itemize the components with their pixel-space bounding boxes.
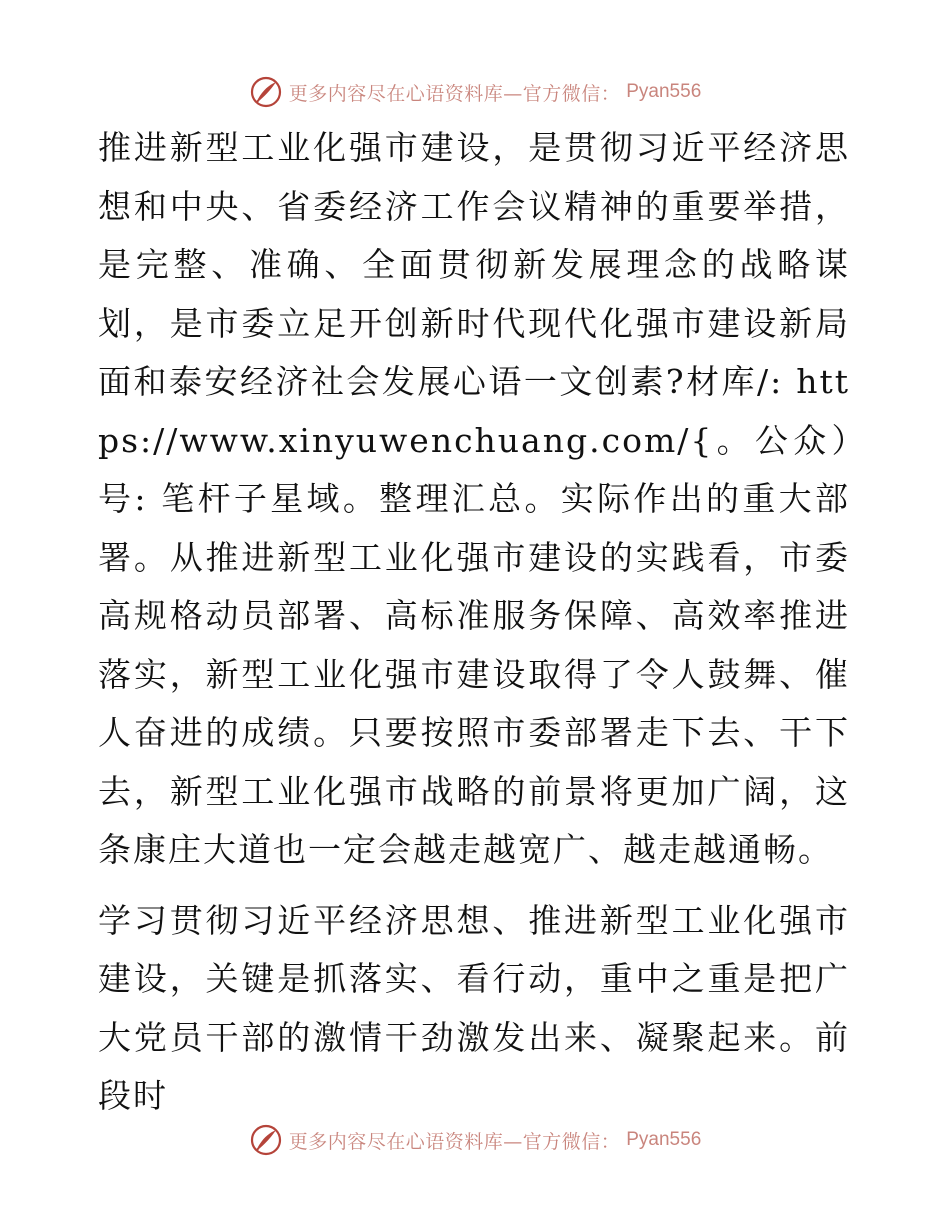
paragraph-2: 学习贯彻习近平经济思想、推进新型工业化强市建设，关键是抓落实、看行动，重中之重是把广大党员干部的激情干劲激发出来、凝聚起来。前段时 — [98, 900, 850, 1115]
paragraph-1: 推进新型工业化强市建设，是贯彻习近平经济思想和中央、省委经济工作会议精神的重要举措，是完整、准确、全面贯彻新发展理念的战略谋划，是市委立足开创新时代现代化强市建设新局面和泰安经济社会发展心语一文创素?材库/: https://www.xinyuwenchuang.com/{。公众）号: 笔杆子星域。整理汇总。实际作出的重大部署。从推进新型工业化强市建设的实践看，市委高规格动员部署、高标准服务保障、高效率推进落实，新型工业化强市建设取得了令人鼓舞、催人奋进的成绩。只要按照市委部署走下去、干下去，新型工业化强市战略的前景将更加广阔，这条康庄大道也一定会越走越宽广、越走越通畅。 — [98, 128, 850, 869]
quill-logo-icon — [249, 1123, 283, 1157]
watermark-text: 更多内容尽在心语资料库—官方微信： — [288, 82, 621, 105]
header-watermark — [0, 72, 950, 112]
footer-watermark — [0, 1120, 950, 1160]
quill-logo-icon — [249, 75, 283, 109]
watermark-text: 更多内容尽在心语资料库—官方微信： — [288, 1130, 621, 1153]
document-body — [98, 119, 850, 1126]
watermark-handle: Pyan556 — [626, 81, 702, 102]
watermark-handle: Pyan556 — [626, 1129, 702, 1150]
